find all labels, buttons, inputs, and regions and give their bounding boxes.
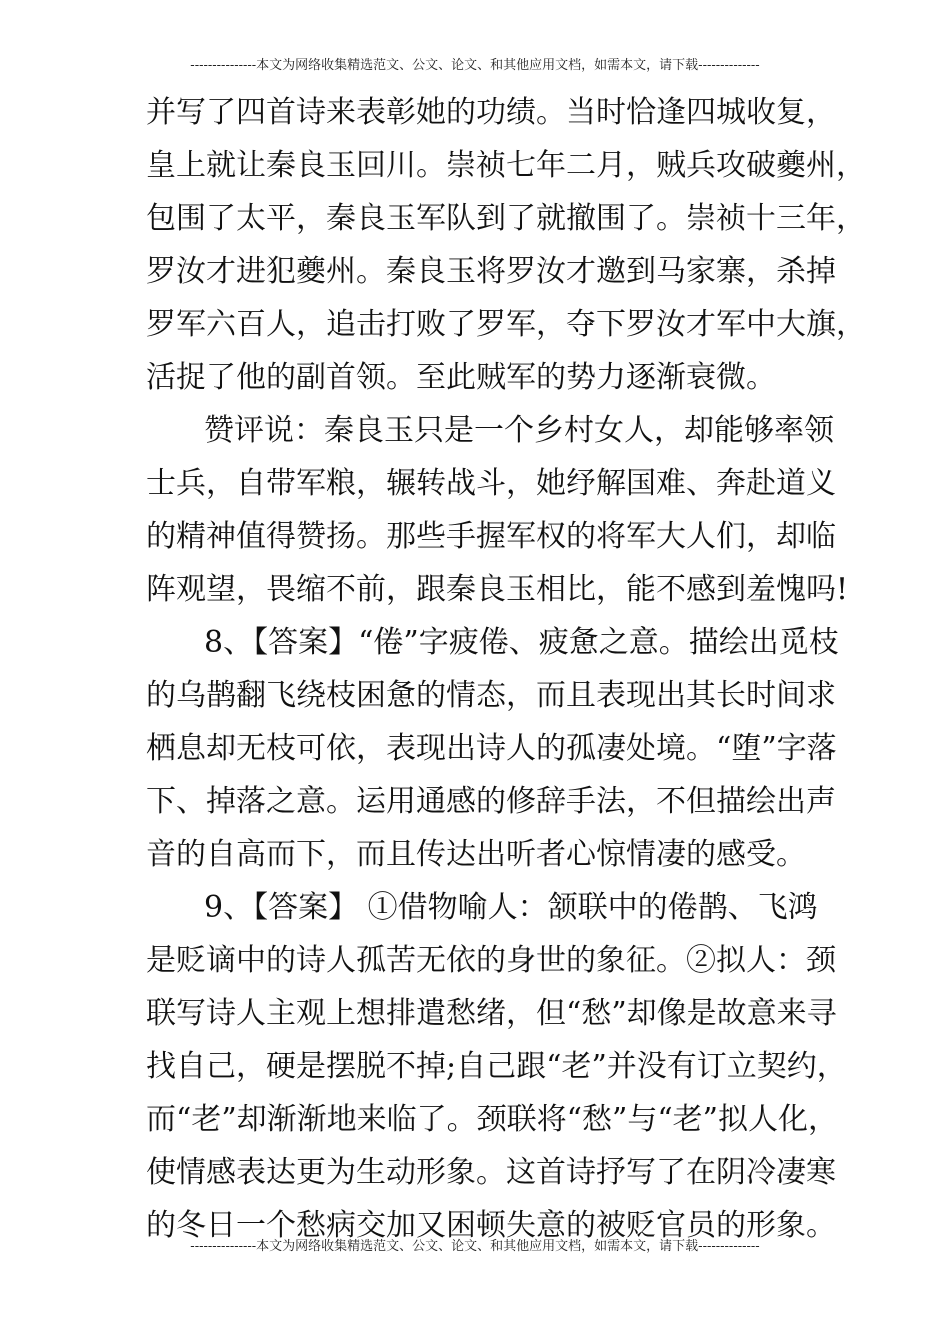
footer-banner: ---------------本文为网络收集精选范文、公文、论文、和其他应用文档，如需本文，请下载-------------- — [190, 1239, 760, 1254]
text-line: 的精神值得赞扬。那些手握军权的将军大人们，却临 — [146, 519, 836, 554]
text-line: 而“老”却渐渐地来临了。颈联将“愁”与“老”拟人化， — [146, 1102, 839, 1137]
text-line: 音的自高而下，而且传达出听者心惊情凄的感受。 — [146, 837, 806, 872]
text-line: 罗军六百人，追击打败了罗军，夺下罗汝才军中大旗， — [146, 307, 866, 342]
text-line: 包围了太平，秦良玉军队到了就撤围了。崇祯十三年， — [146, 201, 866, 236]
header-banner: ---------------本文为网络收集精选范文、公文、论文、和其他应用文档，如需本文，请下载-------------- — [190, 58, 760, 73]
text-line: 罗汝才进犯夔州。秦良玉将罗汝才邀到马家寨，杀掉 — [146, 254, 836, 289]
text-line: 活捉了他的副首领。至此贼军的势力逐渐衰微。 — [146, 360, 776, 395]
text-line: 是贬谪中的诗人孤苦无依的身世的象征。②拟人：颈 — [146, 943, 836, 978]
document-body — [146, 86, 866, 1252]
text-line: 栖息却无枝可依，表现出诗人的孤凄处境。“堕”字落 — [146, 731, 837, 766]
text-line: 并写了四首诗来表彰她的功绩。当时恰逢四城收复， — [146, 95, 836, 130]
text-line: 的乌鹊翻飞绕枝困惫的情态，而且表现出其长时间求 — [146, 678, 836, 713]
text-line: 士兵，自带军粮，辗转战斗，她纾解国难、奔赴道义 — [146, 466, 836, 501]
paragraph-start-line: 赞评说：秦良玉只是一个乡村女人，却能够率领 — [204, 413, 834, 448]
text-line: 联写诗人主观上想排遣愁绪，但“愁”却像是故意来寻 — [146, 996, 837, 1031]
text-line: 皇上就让秦良玉回川。崇祯七年二月，贼兵攻破夔州， — [146, 148, 866, 183]
text-line: 找自己，硬是摆脱不掉;自己跟“老”并没有订立契约， — [146, 1049, 847, 1084]
answer-8-line: 8、【答案】“倦”字疲倦、疲惫之意。描绘出觅枝 — [204, 625, 839, 660]
answer-9-line: 9、【答案】 ①借物喻人：颔联中的倦鹊、飞鸿 — [204, 890, 818, 925]
text-line: 的冬日一个愁病交加又困顿失意的被贬官员的形象。 — [146, 1208, 836, 1243]
text-line: 阵观望，畏缩不前，跟秦良玉相比，能不感到羞愧吗! — [146, 572, 849, 607]
text-line: 下、掉落之意。运用通感的修辞手法，不但描绘出声 — [146, 784, 836, 819]
text-line: 使情感表达更为生动形象。这首诗抒写了在阴冷凄寒 — [146, 1155, 836, 1190]
